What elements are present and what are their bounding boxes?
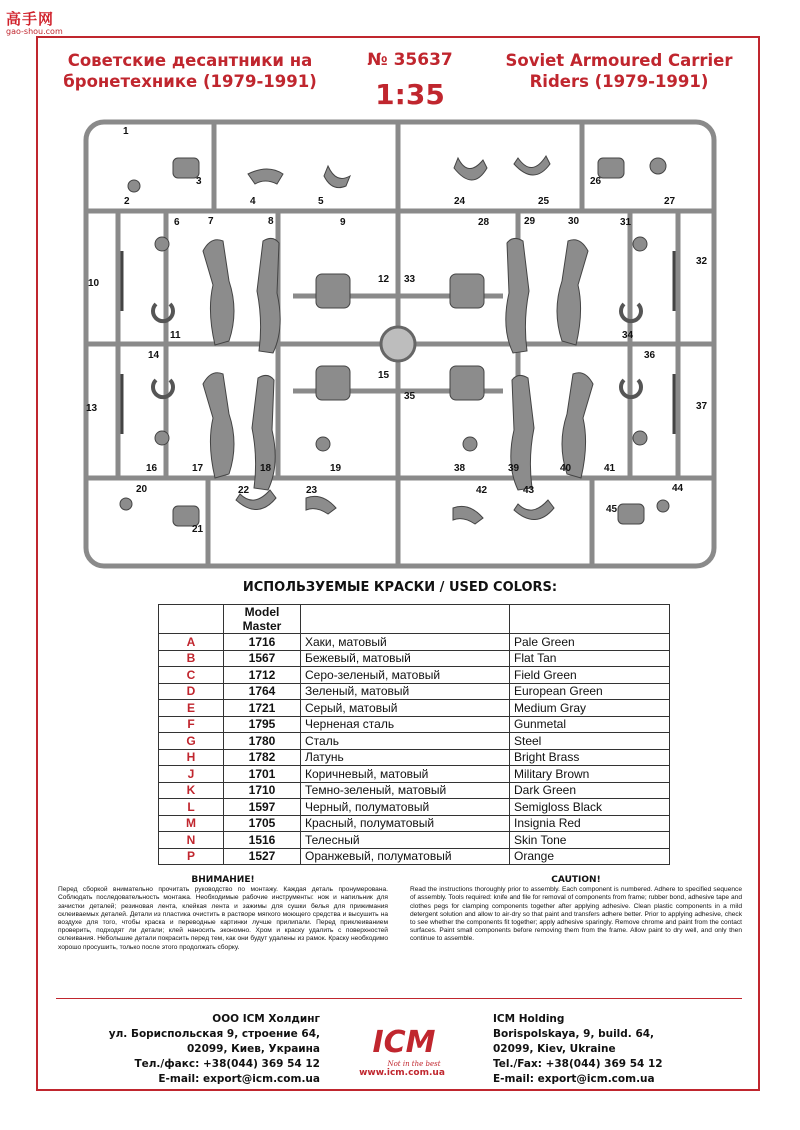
part-37: 37	[696, 401, 708, 412]
part-13: 13	[86, 403, 98, 414]
paint-ru: Хаки, матовый	[301, 634, 510, 651]
watermark-text: 高手网	[6, 10, 55, 28]
paint-letter: F	[159, 716, 224, 733]
notice-en-text: Read the instructions thoroughly prior to assembly. Each component is numbered. Adhere to specified sequence of assembly. Tools required: knife and file for removal of components from frame; rubber bond, adhesive tape and clothes pegs for clamping components together after applying adhesive. Clean plastic components in a mild detergent solution and allow to air-dry so that paint and transfers adhere better. Prior to applying adhesive, check to see whether the components fit together; apply adhesive sparingly. Remove chrome and paint from the contact surfaces. Paint small components before removing them from the frame. Allow paint to dry well, and only then continue to assemble.	[410, 886, 742, 943]
paint-code: 1527	[224, 848, 301, 865]
part-23: 23	[306, 485, 318, 496]
part-22: 22	[238, 485, 250, 496]
paint-letter: P	[159, 848, 224, 865]
part-4: 4	[250, 196, 256, 207]
part-16: 16	[146, 463, 158, 474]
paint-code: 1701	[224, 766, 301, 783]
paint-letter: E	[159, 700, 224, 717]
title-ru: Советские десантники на бронетехнике (1979-1991)	[63, 51, 317, 91]
paint-ru: Бежевый, матовый	[301, 650, 510, 667]
paint-table-header	[159, 605, 670, 634]
part-25: 25	[538, 196, 550, 207]
notice-en-title: CAUTION!	[551, 875, 601, 885]
part-40: 40	[560, 463, 572, 474]
paint-row	[159, 749, 670, 766]
part-11: 11	[170, 330, 181, 341]
paint-letter: D	[159, 683, 224, 700]
part-20: 20	[136, 484, 148, 495]
paint-letter: K	[159, 782, 224, 799]
part-30: 30	[568, 216, 580, 227]
paint-code: 1716	[224, 634, 301, 651]
part-2: 2	[124, 196, 130, 207]
part-12: 12	[378, 274, 390, 285]
address-ru-line: ул. Бориспольская 9, строение 64,	[108, 1028, 320, 1040]
paint-ru: Серый, матовый	[301, 700, 510, 717]
used-colors-title: ИСПОЛЬЗУЕМЫЕ КРАСКИ / USED COLORS:	[242, 580, 558, 595]
part-41: 41	[604, 463, 616, 474]
paint-code: 1795	[224, 716, 301, 733]
sprue-diagram	[78, 116, 722, 576]
paint-en: Military Brown	[510, 766, 670, 783]
part-27: 27	[664, 196, 676, 207]
notice-en	[410, 876, 742, 944]
address-ru-line: ООО ICM Холдинг	[212, 1013, 320, 1025]
paint-en: Orange	[510, 848, 670, 865]
part-45: 45	[606, 504, 618, 515]
paint-en: European Green	[510, 683, 670, 700]
paint-en: Insignia Red	[510, 815, 670, 832]
paint-code: 1721	[224, 700, 301, 717]
paint-en: Gunmetal	[510, 716, 670, 733]
part-15: 15	[378, 370, 390, 381]
paint-en: Flat Tan	[510, 650, 670, 667]
paint-en: Steel	[510, 733, 670, 750]
part-43: 43	[523, 485, 535, 496]
paint-row	[159, 782, 670, 799]
address-ru-line: E-mail: export@icm.com.ua	[158, 1073, 320, 1085]
paint-ru: Серо-зеленый, матовый	[301, 667, 510, 684]
catalog-number: № 35637	[367, 50, 453, 70]
paint-letter: C	[159, 667, 224, 684]
part-19: 19	[330, 463, 342, 474]
address-en-line: Tel./Fax: +38(044) 369 54 12	[493, 1058, 663, 1070]
part-7: 7	[208, 216, 214, 227]
paint-row	[159, 848, 670, 865]
part-34: 34	[622, 330, 634, 341]
part-5: 5	[318, 196, 324, 207]
part-39: 39	[508, 463, 520, 474]
header-en	[510, 605, 670, 634]
paint-letter: L	[159, 799, 224, 816]
paint-row	[159, 766, 670, 783]
part-26: 26	[590, 176, 602, 187]
paint-row	[159, 667, 670, 684]
watermark	[6, 8, 63, 36]
part-32: 32	[696, 256, 708, 267]
address-en-line: Borispolskaya, 9, build. 64,	[493, 1028, 655, 1040]
paint-code: 1782	[224, 749, 301, 766]
address-en-line: 02099, Kiev, Ukraine	[493, 1043, 616, 1055]
paint-letter: B	[159, 650, 224, 667]
paint-ru: Оранжевый, полуматовый	[301, 848, 510, 865]
part-24: 24	[454, 196, 466, 207]
part-3: 3	[196, 176, 202, 187]
paint-code: 1705	[224, 815, 301, 832]
paint-ru: Сталь	[301, 733, 510, 750]
paint-row	[159, 700, 670, 717]
logo-tagline: Not in the best	[387, 1060, 441, 1068]
icm-logo	[352, 1022, 456, 1070]
watermark-sub: gao-shou.com	[6, 27, 63, 36]
paint-table	[158, 604, 670, 865]
title-en: Soviet Armoured Carrier Riders (1979-1991)	[505, 51, 733, 91]
paint-code: 1567	[224, 650, 301, 667]
part-33: 33	[404, 274, 416, 285]
part-14: 14	[148, 350, 160, 361]
paint-code: 1712	[224, 667, 301, 684]
paint-row	[159, 799, 670, 816]
paint-code: 1780	[224, 733, 301, 750]
paint-row	[159, 832, 670, 849]
paint-row	[159, 683, 670, 700]
header-brand: Model Master	[224, 605, 301, 634]
paint-ru: Зеленый, матовый	[301, 683, 510, 700]
paint-ru: Телесный	[301, 832, 510, 849]
part-10: 10	[88, 278, 100, 289]
address-ru	[90, 1012, 320, 1087]
address-en	[493, 1012, 733, 1087]
part-28: 28	[478, 217, 490, 228]
part-9: 9	[340, 217, 346, 228]
notice-ru	[58, 876, 388, 952]
paint-en: Skin Tone	[510, 832, 670, 849]
paint-letter: M	[159, 815, 224, 832]
paint-en: Pale Green	[510, 634, 670, 651]
part-36: 36	[644, 350, 656, 361]
footer-divider	[56, 998, 742, 999]
paint-letter: H	[159, 749, 224, 766]
paint-en: Bright Brass	[510, 749, 670, 766]
paint-letter: A	[159, 634, 224, 651]
paint-code: 1710	[224, 782, 301, 799]
paint-ru: Красный, полуматовый	[301, 815, 510, 832]
paint-en: Dark Green	[510, 782, 670, 799]
address-ru-line: 02099, Киев, Украина	[186, 1043, 320, 1055]
part-1: 1	[123, 126, 129, 137]
paint-ru: Черный, полуматовый	[301, 799, 510, 816]
paint-ru: Латунь	[301, 749, 510, 766]
part-44: 44	[672, 483, 684, 494]
paint-code: 1597	[224, 799, 301, 816]
paint-row	[159, 716, 670, 733]
address-en-line: E-mail: export@icm.com.ua	[493, 1073, 655, 1085]
website-link[interactable]: www.icm.com.ua	[359, 1068, 445, 1078]
part-21: 21	[192, 524, 204, 535]
paint-en: Semigloss Black	[510, 799, 670, 816]
paint-code: 1516	[224, 832, 301, 849]
part-42: 42	[476, 485, 488, 496]
paint-row	[159, 650, 670, 667]
part-29: 29	[524, 216, 536, 227]
part-17: 17	[192, 463, 204, 474]
paint-ru: Коричневый, матовый	[301, 766, 510, 783]
notice-ru-text: Перед сборкой внимательно прочитать руководство по монтажу. Каждая деталь пронумерована. Соблюдать последовательность монтажа. Необходимые рабочие инструменты: нож и напильник для зачистки деталей; резиновая лента, клейкая лента и зажимы для сушки белья для прижимания склеиваемых деталей. Детали из пластика очистить в растворе мягкого моющего средства и высушить на воздухе для того, чтобы краска и переводные картинки лучше прилипали. Перед приклеиванием проверить, подходят ли детали; клей наносить экономно. Хром и краску удалить с поверхностей склеивания. Небольшие детали покрасить перед тем, как они будут удалены из рамок. Краску необходимо хорошо просушить, только после этого продолжать сборку.	[58, 886, 388, 951]
scale-label: 1:35	[375, 78, 445, 111]
logo-text: ICM	[372, 1025, 436, 1060]
paint-row	[159, 733, 670, 750]
paint-row	[159, 815, 670, 832]
address-ru-line: Тел./факс: +38(044) 369 54 12	[134, 1058, 320, 1070]
paint-en: Field Green	[510, 667, 670, 684]
paint-letter: J	[159, 766, 224, 783]
header-letter	[159, 605, 224, 634]
header-ru	[301, 605, 510, 634]
part-8: 8	[268, 216, 274, 227]
paint-letter: N	[159, 832, 224, 849]
paint-code: 1764	[224, 683, 301, 700]
address-en-line: ICM Holding	[493, 1013, 565, 1025]
notice-ru-title: ВНИМАНИЕ!	[191, 875, 255, 885]
paint-letter: G	[159, 733, 224, 750]
part-6: 6	[174, 217, 180, 228]
paint-en: Medium Gray	[510, 700, 670, 717]
part-31: 31	[620, 217, 632, 228]
paint-ru: Черненая сталь	[301, 716, 510, 733]
part-38: 38	[454, 463, 466, 474]
paint-row	[159, 634, 670, 651]
part-35: 35	[404, 391, 416, 402]
part-18: 18	[260, 463, 272, 474]
paint-ru: Темно-зеленый, матовый	[301, 782, 510, 799]
